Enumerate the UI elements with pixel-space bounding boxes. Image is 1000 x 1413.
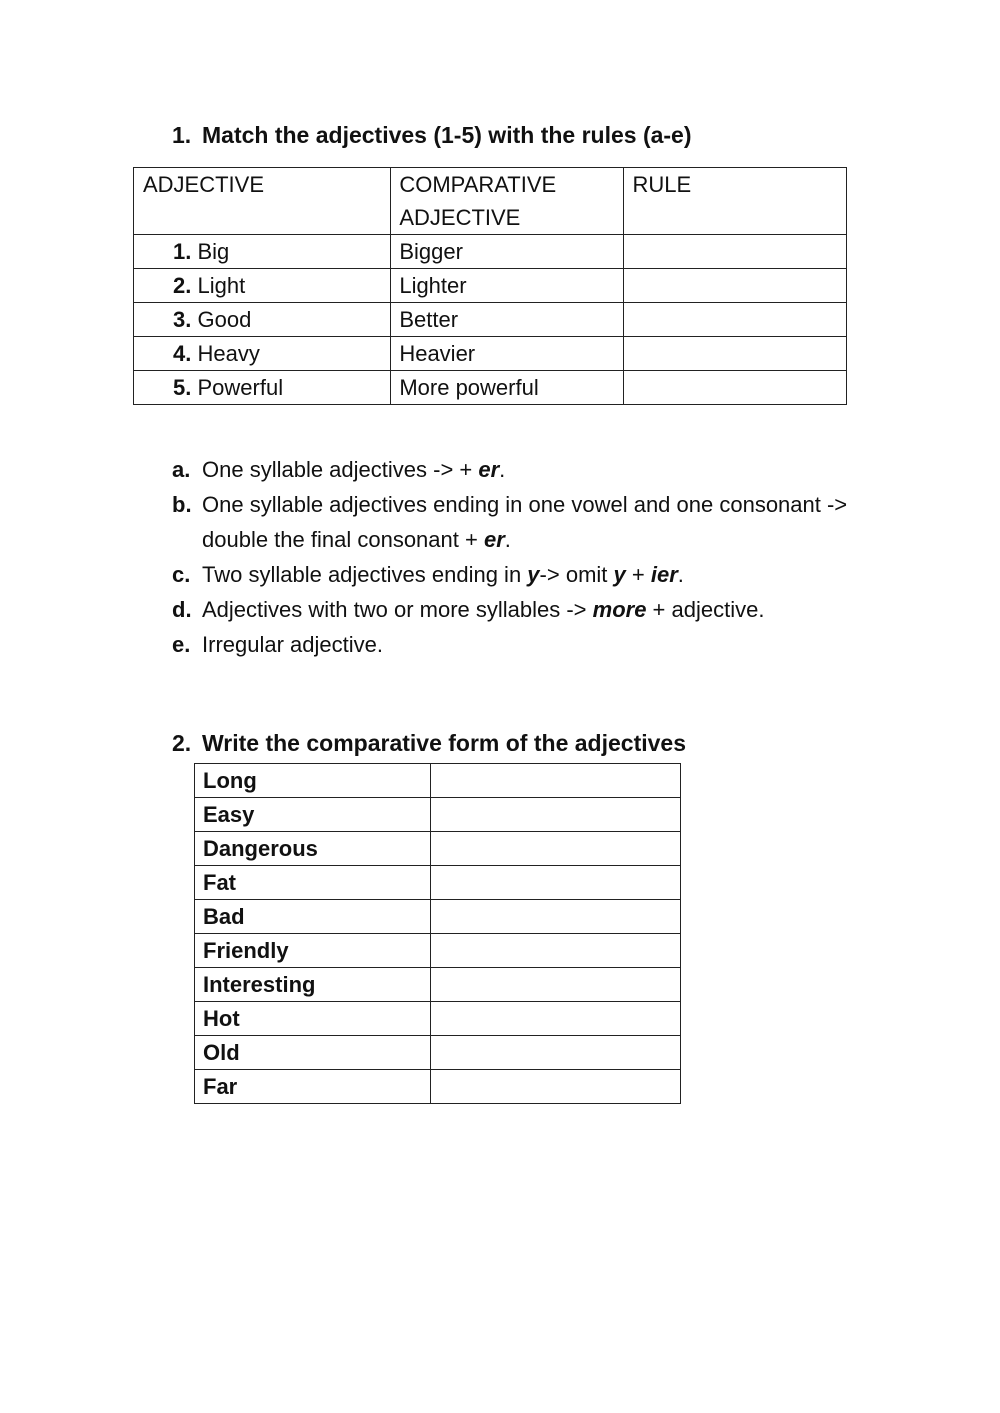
rule-letter: e. <box>172 632 191 657</box>
word-cell: Easy <box>195 798 431 832</box>
row-index: 4. <box>173 341 192 366</box>
rule-answer-cell[interactable] <box>624 269 847 303</box>
table-row <box>134 235 847 269</box>
match-table <box>133 167 847 405</box>
rule-text: . <box>677 562 684 587</box>
rule-emphasis: more <box>592 597 647 622</box>
rule-text: + <box>625 562 651 587</box>
word-cell: Hot <box>195 1002 431 1036</box>
table-row <box>195 798 681 832</box>
rule-text: Two syllable adjectives ending in <box>202 562 528 587</box>
table-row <box>195 934 681 968</box>
answer-cell[interactable] <box>431 832 681 866</box>
rule-c <box>172 557 872 592</box>
rule-text: . <box>504 527 511 552</box>
comparative-cell: Heavier <box>391 337 624 371</box>
answer-cell[interactable] <box>431 900 681 934</box>
rules-list <box>172 452 872 662</box>
rule-text: -> omit <box>539 562 614 587</box>
table-row <box>195 832 681 866</box>
exercise2-heading <box>172 730 686 757</box>
answer-cell[interactable] <box>431 934 681 968</box>
answer-cell[interactable] <box>431 764 681 798</box>
answer-cell[interactable] <box>431 866 681 900</box>
exercise1-number: 1. <box>172 122 192 148</box>
rule-text: . <box>499 457 506 482</box>
rule-answer-cell[interactable] <box>624 303 847 337</box>
rule-emphasis: er <box>483 527 505 552</box>
table-row <box>195 764 681 798</box>
row-index: 5. <box>173 375 192 400</box>
adjective-text: Good <box>197 307 252 332</box>
rule-text: + adjective. <box>646 597 765 622</box>
table-row <box>195 1070 681 1104</box>
table-row <box>134 371 847 405</box>
table-row <box>134 303 847 337</box>
adjective-text: Light <box>197 273 246 298</box>
comparative-cell: Bigger <box>391 235 624 269</box>
answer-cell[interactable] <box>431 1036 681 1070</box>
word-cell: Bad <box>195 900 431 934</box>
rule-text: Adjectives with two or more syllables -> <box>202 597 593 622</box>
adjective-cell <box>134 337 391 371</box>
rule-letter: a. <box>172 457 191 482</box>
rule-e <box>172 627 872 662</box>
exercise2-title: Write the comparative form of the adjectives <box>202 730 686 756</box>
answer-cell[interactable] <box>431 968 681 1002</box>
adjective-cell <box>134 269 391 303</box>
adjective-text: Heavy <box>197 341 260 366</box>
row-index: 1. <box>173 239 192 264</box>
answer-cell[interactable] <box>431 1002 681 1036</box>
table-row <box>195 900 681 934</box>
rule-answer-cell[interactable] <box>624 337 847 371</box>
adjective-cell <box>134 235 391 269</box>
table-row <box>134 269 847 303</box>
rule-d <box>172 592 872 627</box>
rule-letter: d. <box>172 597 192 622</box>
header-rule: RULE <box>624 168 847 235</box>
exercise2-number: 2. <box>172 730 192 756</box>
rule-answer-cell[interactable] <box>624 371 847 405</box>
comparative-cell: Better <box>391 303 624 337</box>
row-index: 2. <box>173 273 192 298</box>
rule-answer-cell[interactable] <box>624 235 847 269</box>
comparative-cell: More powerful <box>391 371 624 405</box>
header-comparative: COMPARATIVE ADJECTIVE <box>391 168 624 235</box>
comparative-cell: Lighter <box>391 269 624 303</box>
word-cell: Interesting <box>195 968 431 1002</box>
rule-emphasis: ier <box>650 562 678 587</box>
word-cell: Friendly <box>195 934 431 968</box>
rule-letter: b. <box>172 492 192 517</box>
rule-letter: c. <box>172 562 191 587</box>
table-row <box>134 337 847 371</box>
rule-emphasis: er <box>478 457 500 482</box>
rule-a <box>172 452 872 487</box>
rule-text: One syllable adjectives ending in one vowel and one consonant -> double the final consonant + <box>202 492 848 552</box>
comparative-form-table <box>194 763 681 1104</box>
word-cell: Fat <box>195 866 431 900</box>
answer-cell[interactable] <box>431 1070 681 1104</box>
table-row <box>195 1036 681 1070</box>
match-table-header <box>134 168 847 235</box>
row-index: 3. <box>173 307 192 332</box>
exercise1-heading <box>172 122 692 149</box>
answer-cell[interactable] <box>431 798 681 832</box>
rule-text: One syllable adjectives -> + <box>202 457 479 482</box>
rule-b <box>172 487 872 557</box>
adjective-text: Big <box>197 239 230 264</box>
adjective-cell <box>134 303 391 337</box>
adjective-cell <box>134 371 391 405</box>
table-row <box>195 866 681 900</box>
word-cell: Dangerous <box>195 832 431 866</box>
word-cell: Far <box>195 1070 431 1104</box>
adjective-text: Powerful <box>197 375 284 400</box>
word-cell: Long <box>195 764 431 798</box>
word-cell: Old <box>195 1036 431 1070</box>
table-row <box>195 1002 681 1036</box>
rule-emphasis: y <box>613 562 626 587</box>
exercise1-title: Match the adjectives (1-5) with the rules (a-e) <box>202 122 692 148</box>
table-row <box>195 968 681 1002</box>
rule-text: Irregular adjective. <box>202 632 383 657</box>
header-adjective: ADJECTIVE <box>134 168 391 235</box>
rule-emphasis: y <box>527 562 540 587</box>
